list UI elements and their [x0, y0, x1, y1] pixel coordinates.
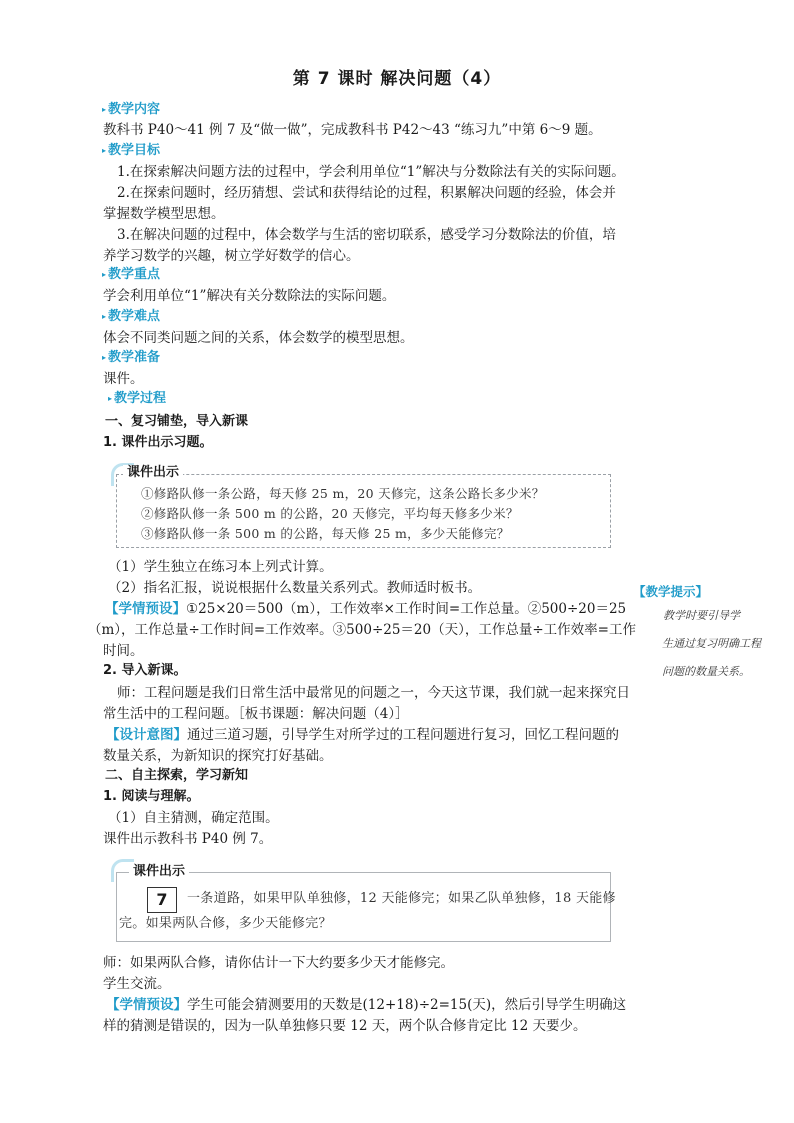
page-title: 第 7 课时 解决问题（4）	[292, 69, 502, 89]
preset-line2: （m），工作总量÷工作时间=工作效率。③500÷25＝20（天），工作总量÷工作效率=工作	[88, 622, 636, 638]
part2-preset-line1: 【学情预设】学生可能会猜测要用的天数是(12+18)÷2=15(天)，然后引导学生明确这	[106, 997, 627, 1013]
content-text: 教科书 P40～41 例 7 及“做一做”，完成教科书 P42～43 “练习九”中第 6～9 题。	[103, 122, 602, 138]
sidebar-tip-more	[662, 630, 790, 686]
part1-step1: 1. 课件出示习题。	[103, 435, 213, 450]
example-number: 7	[147, 887, 177, 913]
example-line2: 完。如果两队合修，多少天能修完？	[119, 916, 332, 931]
prep-text: 课件。	[103, 371, 144, 387]
question-3: ③修路队修一条 500 m 的公路，每天修 25 m，多少天能修完？	[141, 526, 510, 541]
teacher-question: 师：如果两队合修，请你估计一下大约要多少天才能修完。	[103, 955, 454, 971]
sidebar-tip-line: 教学时要引导学	[663, 609, 740, 622]
sidebar-tip-title: 【教学提示】	[633, 584, 709, 599]
sidebar-tip-line: 问题的数量关系。	[662, 665, 750, 678]
teacher-line2: 常生活中的工程问题。［板书课题：解决问题（4）］	[103, 706, 409, 722]
preset-tag: 【学情预设】	[105, 601, 186, 617]
question-1: ①修路队修一条公路，每天修 25 m，20 天修完，这条公路长多少米？	[141, 486, 545, 501]
goal-2-line1: 2.在探索问题时，经历猜想、尝试和获得结论的过程，积累解决问题的经验，体会并	[117, 185, 616, 201]
goal-3-line2: 养学习数学的兴趣，树立学好数学的信心。	[103, 248, 360, 264]
section-prep-heading: ▸ 教学准备	[102, 350, 161, 365]
difficulty-text: 体会不同类问题之间的关系，体会数学的模型思想。	[103, 330, 414, 346]
box-title: 课件出示	[129, 864, 189, 880]
part1-step2: 2. 导入新课。	[103, 663, 187, 678]
section-goals-heading: ▸ 教学目标	[102, 143, 161, 158]
goal-2-line2: 掌握数学模型思想。	[103, 206, 225, 222]
teacher-line1: 师：工程问题是我们日常生活中最常见的问题之一，今天这节课，我们就一起来探究日	[117, 685, 630, 701]
student-exchange: 学生交流。	[103, 976, 171, 992]
key-text: 学会利用单位“1”解决有关分数除法的实际问题。	[103, 288, 396, 304]
courseware-box-1	[116, 465, 611, 548]
question-2: ②修路队修一条 500 m 的公路，20 天修完，平均每天修多少米？	[141, 506, 519, 521]
design-line2: 数量关系，为新知识的探究打好基础。	[103, 748, 333, 764]
section-content-heading: ▸ 教学内容	[102, 102, 161, 117]
part2-s1: （1）自主猜测，确定范围。	[108, 810, 279, 826]
courseware-box-2	[116, 864, 616, 942]
part1-s2: （2）指名汇报，说说根据什么数量关系列式。教师适时板书。	[108, 580, 482, 596]
sidebar-tip-line: 生通过复习明确工程	[662, 637, 761, 650]
box-title: 课件出示	[123, 465, 183, 481]
design-tag: 【设计意图】	[106, 727, 187, 743]
goal-3-line1: 3.在解决问题的过程中，体会数学与生活的密切联系，感受学习分数除法的价值，培	[117, 227, 616, 243]
preset-tag: 【学情预设】	[106, 997, 187, 1013]
section-process-heading: ▸ 教学过程	[108, 391, 167, 406]
section-difficulty-heading: ▸ 教学难点	[102, 309, 161, 324]
part2-heading: 二、自主探索，学习新知	[105, 768, 249, 783]
part1-s1: （1）学生独立在练习本上列式计算。	[108, 559, 333, 575]
goal-1: 1.在探索解决问题方法的过程中，学会利用单位“1”解决与分数除法有关的实际问题。	[117, 164, 625, 180]
example-line1: 一条道路，如果甲队单独修，12 天能修完；如果乙队单独修，18 天能修	[187, 891, 616, 906]
section-key-heading: ▸ 教学重点	[102, 267, 161, 282]
part2-s2: 课件出示教科书 P40 例 7。	[103, 831, 273, 847]
sidebar-tip-body	[663, 602, 758, 630]
preset-line3: 时间。	[103, 643, 144, 659]
part2-preset-line2: 样的猜测是错误的，因为一队单独修只要 12 天，两个队合修肯定比 12 天要少。	[103, 1018, 587, 1034]
preset-line1: 【学情预设】①25×20＝500（m），工作效率×工作时间=工作总量。②500÷20＝25	[105, 601, 627, 617]
part1-heading: 一、复习铺垫，导入新课	[105, 414, 249, 429]
design-line1: 【设计意图】通过三道习题，引导学生对所学过的工程问题进行复习，回忆工程问题的	[106, 727, 619, 743]
part2-step1: 1. 阅读与理解。	[103, 789, 200, 804]
